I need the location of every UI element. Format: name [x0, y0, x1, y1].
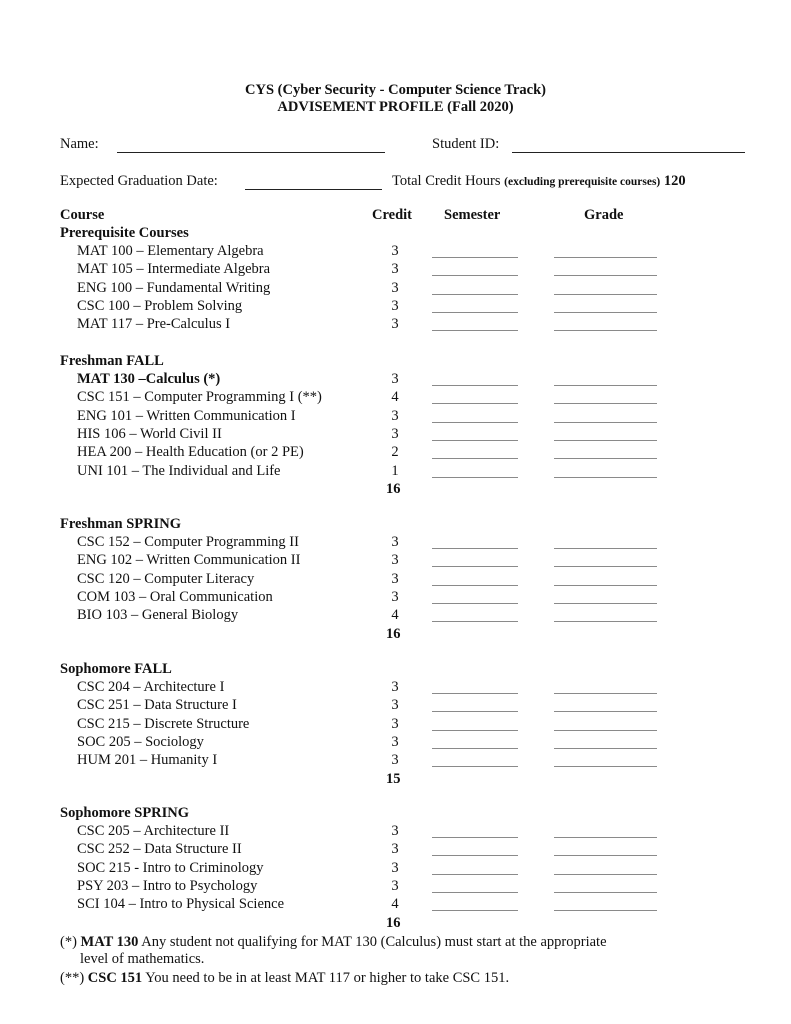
course-row [0, 878, 791, 896]
footnote-csc151 [60, 970, 509, 987]
course-row [0, 426, 791, 444]
course-credit: 3 [391, 697, 399, 714]
column-header-course: Course [60, 207, 105, 223]
semester-field[interactable] [432, 477, 518, 478]
course-credit: 3 [391, 588, 399, 605]
semester-field[interactable] [432, 693, 518, 694]
student-id-field[interactable] [512, 152, 745, 153]
grade-field[interactable] [554, 566, 657, 567]
course-credit: 1 [391, 462, 399, 479]
semester-field[interactable] [432, 766, 518, 767]
total-hours-label: Total Credit Hours [392, 173, 501, 189]
grade-field[interactable] [554, 748, 657, 749]
section-total-credits: 15 [386, 770, 401, 787]
course-name: CSC 251 – Data Structure I [77, 697, 237, 714]
course-row [0, 552, 791, 570]
course-name: UNI 101 – The Individual and Life [77, 462, 281, 479]
course-credit: 3 [391, 679, 399, 695]
course-row [0, 261, 791, 279]
course-row [0, 371, 791, 389]
course-row [0, 571, 791, 589]
footnote-course: CSC 151 [87, 970, 143, 986]
grade-field[interactable] [554, 257, 657, 258]
course-credit: 3 [391, 534, 399, 550]
course-name: SOC 215 - Intro to Criminology [77, 859, 264, 876]
grade-field[interactable] [554, 585, 657, 586]
name-field[interactable] [117, 152, 385, 153]
course-name: COM 103 – Oral Communication [77, 588, 273, 605]
course-credit: 4 [391, 389, 399, 406]
grade-field[interactable] [554, 910, 657, 911]
course-credit: 4 [391, 607, 399, 624]
course-name: BIO 103 – General Biology [77, 607, 239, 624]
footnote-text: Any student not qualifying for MAT 130 (Calculus) must start at the appropriate [141, 934, 607, 950]
student-id-label: Student ID: [432, 136, 500, 152]
course-credit: 3 [391, 570, 399, 587]
course-credit: 3 [391, 823, 399, 839]
footnote-course: MAT 130 [80, 934, 139, 950]
grade-field[interactable] [554, 711, 657, 712]
course-row [0, 534, 791, 552]
semester-field[interactable] [432, 548, 518, 549]
course-credit: 3 [391, 877, 399, 894]
course-row [0, 679, 791, 697]
grade-field[interactable] [554, 440, 657, 441]
course-name: MAT 130 –Calculus (*) [77, 371, 221, 387]
semester-field[interactable] [432, 257, 518, 258]
course-credit: 3 [391, 841, 399, 858]
course-row [0, 389, 791, 407]
course-credit: 2 [391, 444, 399, 461]
course-credit: 3 [391, 279, 399, 296]
grade-field[interactable] [554, 275, 657, 276]
semester-field[interactable] [432, 837, 518, 838]
total-hours-note: (excluding prerequisite courses) [504, 176, 661, 188]
course-name: HIS 106 – World Civil II [77, 425, 222, 442]
footnote-marker: (**) [60, 970, 85, 986]
course-row [0, 607, 791, 625]
course-credit: 3 [391, 859, 399, 876]
course-row [0, 243, 791, 261]
semester-field[interactable] [432, 403, 518, 404]
grade-field[interactable] [554, 621, 657, 622]
course-credit: 3 [391, 407, 399, 424]
course-credit: 3 [391, 316, 399, 333]
course-credit: 3 [391, 243, 399, 259]
course-row [0, 752, 791, 770]
grade-field[interactable] [554, 330, 657, 331]
grade-field[interactable] [554, 477, 657, 478]
course-row [0, 280, 791, 298]
total-hours [392, 173, 686, 190]
section-title: Freshman FALL [60, 353, 164, 369]
semester-field[interactable] [432, 330, 518, 331]
course-row [0, 823, 791, 841]
course-name: MAT 105 – Intermediate Algebra [77, 261, 271, 278]
course-name: CSC 215 – Discrete Structure [77, 715, 250, 732]
grade-field[interactable] [554, 403, 657, 404]
document-subtitle: ADVISEMENT PROFILE (Fall 2020) [277, 99, 514, 115]
semester-field[interactable] [432, 603, 518, 604]
name-label: Name: [60, 136, 99, 152]
course-row [0, 316, 791, 334]
grad-date-field[interactable] [245, 189, 382, 190]
grade-field[interactable] [554, 855, 657, 856]
total-hours-value: 120 [663, 173, 686, 189]
section-total-credits: 16 [386, 914, 401, 931]
semester-field[interactable] [432, 585, 518, 586]
course-credit: 3 [391, 715, 399, 732]
course-name: SOC 205 – Sociology [77, 733, 204, 750]
course-name: HEA 200 – Health Education (or 2 PE) [77, 444, 304, 461]
course-name: PSY 203 – Intro to Psychology [77, 877, 258, 894]
grade-field[interactable] [554, 312, 657, 313]
column-header-grade: Grade [584, 207, 624, 223]
document-title: CYS (Cyber Security - Computer Science Track) [245, 82, 546, 98]
course-name: CSC 152 – Computer Programming II [77, 534, 299, 550]
column-header-semester: Semester [444, 207, 501, 223]
course-credit: 3 [391, 297, 399, 314]
column-header-credit: Credit [372, 207, 413, 223]
course-name: CSC 205 – Architecture II [77, 823, 230, 839]
course-row [0, 589, 791, 607]
semester-field[interactable] [432, 621, 518, 622]
course-name: ENG 102 – Written Communication II [77, 552, 301, 569]
semester-field[interactable] [432, 458, 518, 459]
semester-field[interactable] [432, 910, 518, 911]
semester-field[interactable] [432, 855, 518, 856]
course-name: ENG 100 – Fundamental Writing [77, 279, 271, 296]
course-credit: 3 [391, 752, 399, 769]
course-name: CSC 204 – Architecture I [77, 679, 225, 695]
course-row [0, 860, 791, 878]
course-row [0, 697, 791, 715]
course-name: SCI 104 – Intro to Physical Science [77, 896, 285, 913]
course-name: CSC 252 – Data Structure II [77, 841, 242, 858]
grade-field[interactable] [554, 874, 657, 875]
semester-field[interactable] [432, 730, 518, 731]
course-credit: 3 [391, 261, 399, 278]
footnote-mat130 [60, 934, 607, 951]
section-title: Sophomore FALL [60, 661, 172, 677]
semester-field[interactable] [432, 711, 518, 712]
semester-field[interactable] [432, 748, 518, 749]
semester-field[interactable] [432, 275, 518, 276]
course-credit: 3 [391, 552, 399, 569]
course-credit: 3 [391, 733, 399, 750]
semester-field[interactable] [432, 892, 518, 893]
grad-date-label: Expected Graduation Date: [60, 173, 218, 189]
grade-field[interactable] [554, 548, 657, 549]
course-name: MAT 100 – Elementary Algebra [77, 243, 264, 259]
grade-field[interactable] [554, 837, 657, 838]
course-row [0, 896, 791, 914]
grade-field[interactable] [554, 458, 657, 459]
semester-field[interactable] [432, 566, 518, 567]
course-name: MAT 117 – Pre-Calculus I [77, 316, 231, 333]
section-title: Sophomore SPRING [60, 805, 190, 821]
course-name: CSC 100 – Problem Solving [77, 297, 243, 314]
section-title: Prerequisite Courses [60, 225, 189, 241]
course-row [0, 444, 791, 462]
course-row [0, 463, 791, 481]
course-credit: 4 [391, 896, 399, 913]
course-credit: 3 [391, 371, 399, 387]
semester-field[interactable] [432, 440, 518, 441]
grade-field[interactable] [554, 294, 657, 295]
section-total-credits: 16 [386, 625, 401, 642]
course-row [0, 841, 791, 859]
course-name: ENG 101 – Written Communication I [77, 407, 296, 424]
course-name: CSC 151 – Computer Programming I (**) [77, 389, 322, 406]
course-row [0, 408, 791, 426]
course-name: HUM 201 – Humanity I [77, 752, 218, 769]
course-row [0, 298, 791, 316]
semester-field[interactable] [432, 385, 518, 386]
grade-field[interactable] [554, 422, 657, 423]
course-credit: 3 [391, 425, 399, 442]
grade-field[interactable] [554, 385, 657, 386]
course-row [0, 734, 791, 752]
course-row [0, 716, 791, 734]
footnote-mat130-continuation: level of mathematics. [80, 951, 205, 967]
semester-field[interactable] [432, 422, 518, 423]
grade-field[interactable] [554, 603, 657, 604]
grade-field[interactable] [554, 730, 657, 731]
footnote-marker: (*) [60, 934, 77, 950]
course-name: CSC 120 – Computer Literacy [77, 570, 255, 587]
grade-field[interactable] [554, 766, 657, 767]
semester-field[interactable] [432, 312, 518, 313]
semester-field[interactable] [432, 294, 518, 295]
semester-field[interactable] [432, 874, 518, 875]
section-title: Freshman SPRING [60, 516, 181, 532]
footnote-text: You need to be in at least MAT 117 or higher to take CSC 151. [145, 970, 510, 986]
grade-field[interactable] [554, 693, 657, 694]
section-total-credits: 16 [386, 480, 401, 497]
grade-field[interactable] [554, 892, 657, 893]
